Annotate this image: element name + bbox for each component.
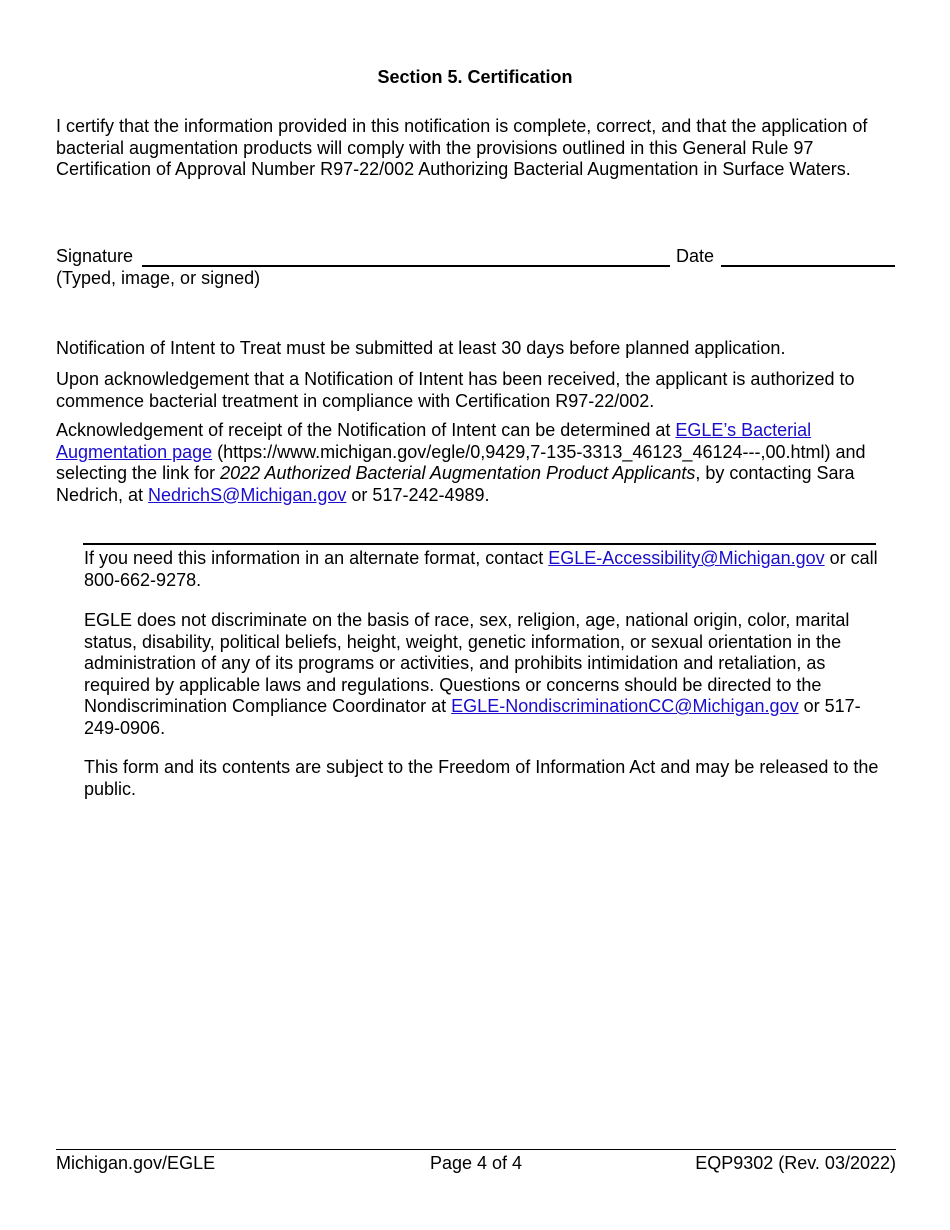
receipt-suffix: or 517-242-4989. xyxy=(346,484,490,505)
nedrich-email-link[interactable]: NedrichS@Michigan.gov xyxy=(148,484,347,505)
acknowledgement-notice: Upon acknowledgement that a Notification of Intent has been received, the applicant is authorized to commence bacterial treatment in compliance with Certification R97-22/002. xyxy=(56,369,855,411)
bacterial-augmentation-page-link[interactable]: EGLE’s Bacterial Augmentation page xyxy=(56,420,812,462)
signature-note: (Typed, image, or signed) xyxy=(56,268,261,288)
receipt-paragraph xyxy=(56,420,906,506)
nondiscrimination-suffix: or 517-249-0906. xyxy=(84,696,861,738)
accessibility-prefix: If you need this information in an alternate format, contact xyxy=(84,548,549,568)
certification-statement: I certify that the information provided in this notification is complete, correct, and that the application of bacterial augmentation products will comply with the provisions outlined in this General Rule 97 Certification of Approval Number R97-22/002 Authorizing Bacterial Augmentation in Surface Waters. xyxy=(56,116,868,179)
section-title: Section 5. Certification xyxy=(377,67,573,87)
accessibility-suffix: or call 800-662-9278. xyxy=(84,548,878,590)
footer-page-number: Page 4 of 4 xyxy=(429,1153,523,1173)
nondiscrimination-paragraph xyxy=(84,610,884,739)
divider xyxy=(83,543,876,545)
receipt-url: (https://www.michigan.gov/egle/0,9429,7-135-3313_46123_46124---,00.html) and selecting the link for xyxy=(56,441,866,483)
signature-label: Signature xyxy=(56,246,134,266)
accessibility-paragraph xyxy=(84,548,884,591)
date-field[interactable] xyxy=(721,265,895,267)
footer-divider xyxy=(56,1149,896,1150)
signature-row xyxy=(56,245,896,269)
accessibility-email-link[interactable]: EGLE-Accessibility@Michigan.gov xyxy=(548,548,825,568)
receipt-prefix: Acknowledgement of receipt of the Notification of Intent can be determined at xyxy=(56,420,676,440)
nondiscrimination-email-link[interactable]: EGLE-NondiscriminationCC@Michigan.gov xyxy=(451,696,799,716)
nondiscrimination-text: EGLE does not discriminate on the basis of race, sex, religion, age, national origin, color, marital status, disability, political beliefs, height, weight, genetic information, or sexual orientation in the administration of any of its programs or activities, and prohibits intimidation and retaliation, as required by applicable laws and regulations. Questions or concerns should be directed to the Nondiscrimination Compliance Coordinator at xyxy=(84,610,850,716)
submission-notice: Notification of Intent to Treat must be submitted at least 30 days before planned application. xyxy=(56,338,786,358)
page-footer xyxy=(56,1152,896,1176)
foia-paragraph: This form and its contents are subject to the Freedom of Information Act and may be released to the public. xyxy=(84,757,879,799)
footer-form-number: EQP9302 (Rev. 03/2022) xyxy=(695,1153,896,1173)
receipt-italic: 2022 Authorized Bacterial Augmentation Product Applicants xyxy=(220,463,696,483)
receipt-mid: , by contacting Sara Nedrich, at xyxy=(56,463,855,505)
footer-website: Michigan.gov/EGLE xyxy=(56,1153,216,1173)
date-label: Date xyxy=(676,246,715,266)
